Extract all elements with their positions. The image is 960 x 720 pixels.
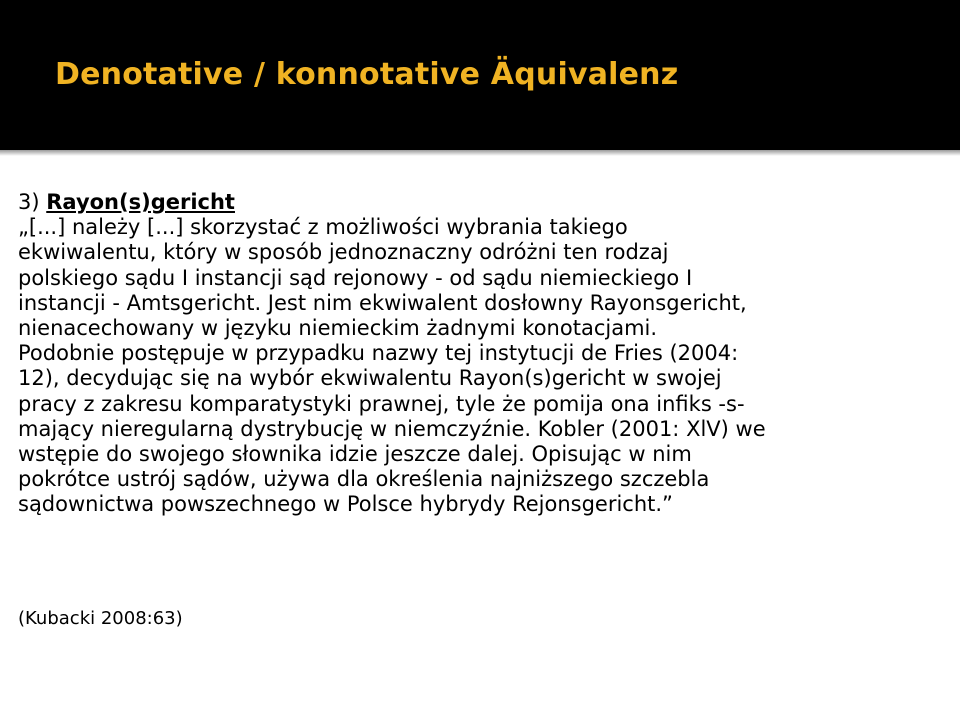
title-bar [0,0,960,150]
term-title: Rayon(s)gericht [46,190,235,214]
quote-line: Podobnie postępuje w przypadku nazwy tej instytucji de Fries (2004: [18,341,739,366]
slide-body [18,190,946,517]
quote-line: pokrótce ustrój sądów, używa dla określenia najniższego szczebla [18,467,710,492]
quote-line: 12), decydując się na wybór ekwiwalentu Rayon(s)gericht w swojej [18,366,722,391]
item-heading [18,190,946,215]
quote-line: ekwiwalentu, który w sposób jednoznaczny odróżni ten rodzaj [18,240,669,265]
quote-line: mający nieregularną dystrybucję w niemczyźnie. Kobler (2001: XlV) we [18,416,766,441]
quote-line: nienacechowany w języku niemieckim żadnymi konotacjami. [18,315,658,340]
quote-line: wstępie do swojego słownika idzie jeszcze dalej. Opisując w nim [18,441,692,466]
item-number: 3) [18,190,40,214]
quote-line: polskiego sądu I instancji sąd rejonowy - od sądu niemieckiego I [18,265,693,290]
slide-title: Denotative / konnotative Äquivalenz [55,57,679,92]
quote-line: sądownictwa powszechnego w Polsce hybrydy Rejonsgericht.” [18,492,673,517]
quote-line: pracy z zakresu komparatystyki prawnej, tyle że pomija ona infiks -s- [18,391,745,416]
quote-line: „[...] należy [...] skorzystać z możliwości wybrania takiego [18,215,628,240]
citation: (Kubacki 2008:63) [18,608,183,629]
quote-line: instancji - Amtsgericht. Jest nim ekwiwalent dosłowny Rayonsgericht, [18,290,747,315]
